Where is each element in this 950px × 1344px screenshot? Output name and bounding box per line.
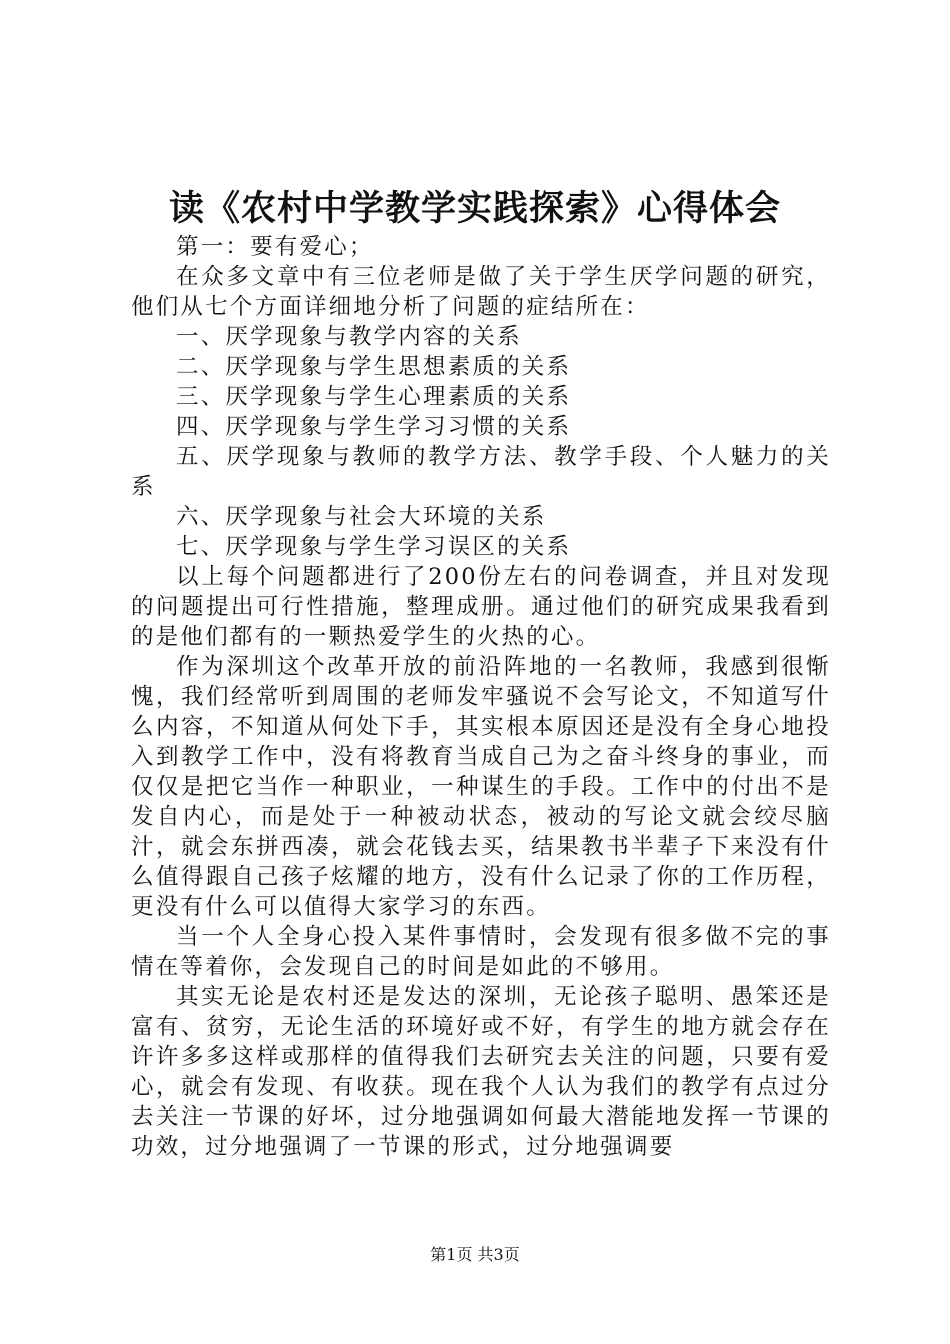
document-body [131, 232, 831, 1162]
paragraph: 以上每个问题都进行了200份左右的问卷调查，并且对发现的问题提出可行性措施，整理成册。通过他们的研究成果我看到的是他们都有的一颗热爱学生的火热的心。 [131, 564, 831, 650]
list-item: 一、厌学现象与教学内容的关系 [176, 324, 522, 350]
document-title: 读《农村中学教学实践探索》心得体会 [168, 188, 781, 229]
list-item: 五、厌学现象与教师的教学方法、教学手段、个人魅力的关系 [131, 444, 831, 500]
list-item: 七、厌学现象与学生学习误区的关系 [176, 534, 572, 560]
paragraph: 当一个人全身心投入某件事情时，会发现有很多做不完的事情在等着你，会发现自己的时间是如此的不够用。 [131, 924, 831, 980]
paragraph: 第一：要有爱心； [176, 234, 374, 260]
paragraph: 其实无论是农村还是发达的深圳，无论孩子聪明、愚笨还是富有、贫穷，无论生活的环境好或不好，有学生的地方就会存在许许多多这样或那样的值得我们去研究去关注的问题，只要有爱心，就会有发现、有收获。现在我个人认为我们的教学有点过分去关注一节课的好坏，过分地强调如何最大潜能地发挥一节课的功效，过分地强调了一节课的形式，过分地强调要 [131, 984, 831, 1160]
paragraph: 在众多文章中有三位老师是做了关于学生厌学问题的研究，他们从七个方面详细地分析了问题的症结所在： [131, 264, 831, 320]
page-footer: 第1页 共3页 [430, 1245, 520, 1264]
list-item: 三、厌学现象与学生心理素质的关系 [176, 384, 572, 410]
list-item: 六、厌学现象与社会大环境的关系 [176, 504, 547, 530]
list-item: 二、厌学现象与学生思想素质的关系 [176, 354, 572, 380]
list-item: 四、厌学现象与学生学习习惯的关系 [176, 414, 572, 440]
paragraph: 作为深圳这个改革开放的前沿阵地的一名教师，我感到很惭愧，我们经常听到周围的老师发牢骚说不会写论文，不知道写什么内容，不知道从何处下手，其实根本原因还是没有全身心地投入到教学工作中，没有将教育当成自己为之奋斗终身的事业，而仅仅是把它当作一种职业，一种谋生的手段。工作中的付出不是发自内心，而是处于一种被动状态，被动的写论文就会绞尽脑汁，就会东拼西凑，就会花钱去买，结果教书半辈子下来没有什么值得跟自己孩子炫耀的地方，没有什么记录了你的工作历程，更没有什么可以值得大家学习的东西。 [131, 654, 831, 920]
